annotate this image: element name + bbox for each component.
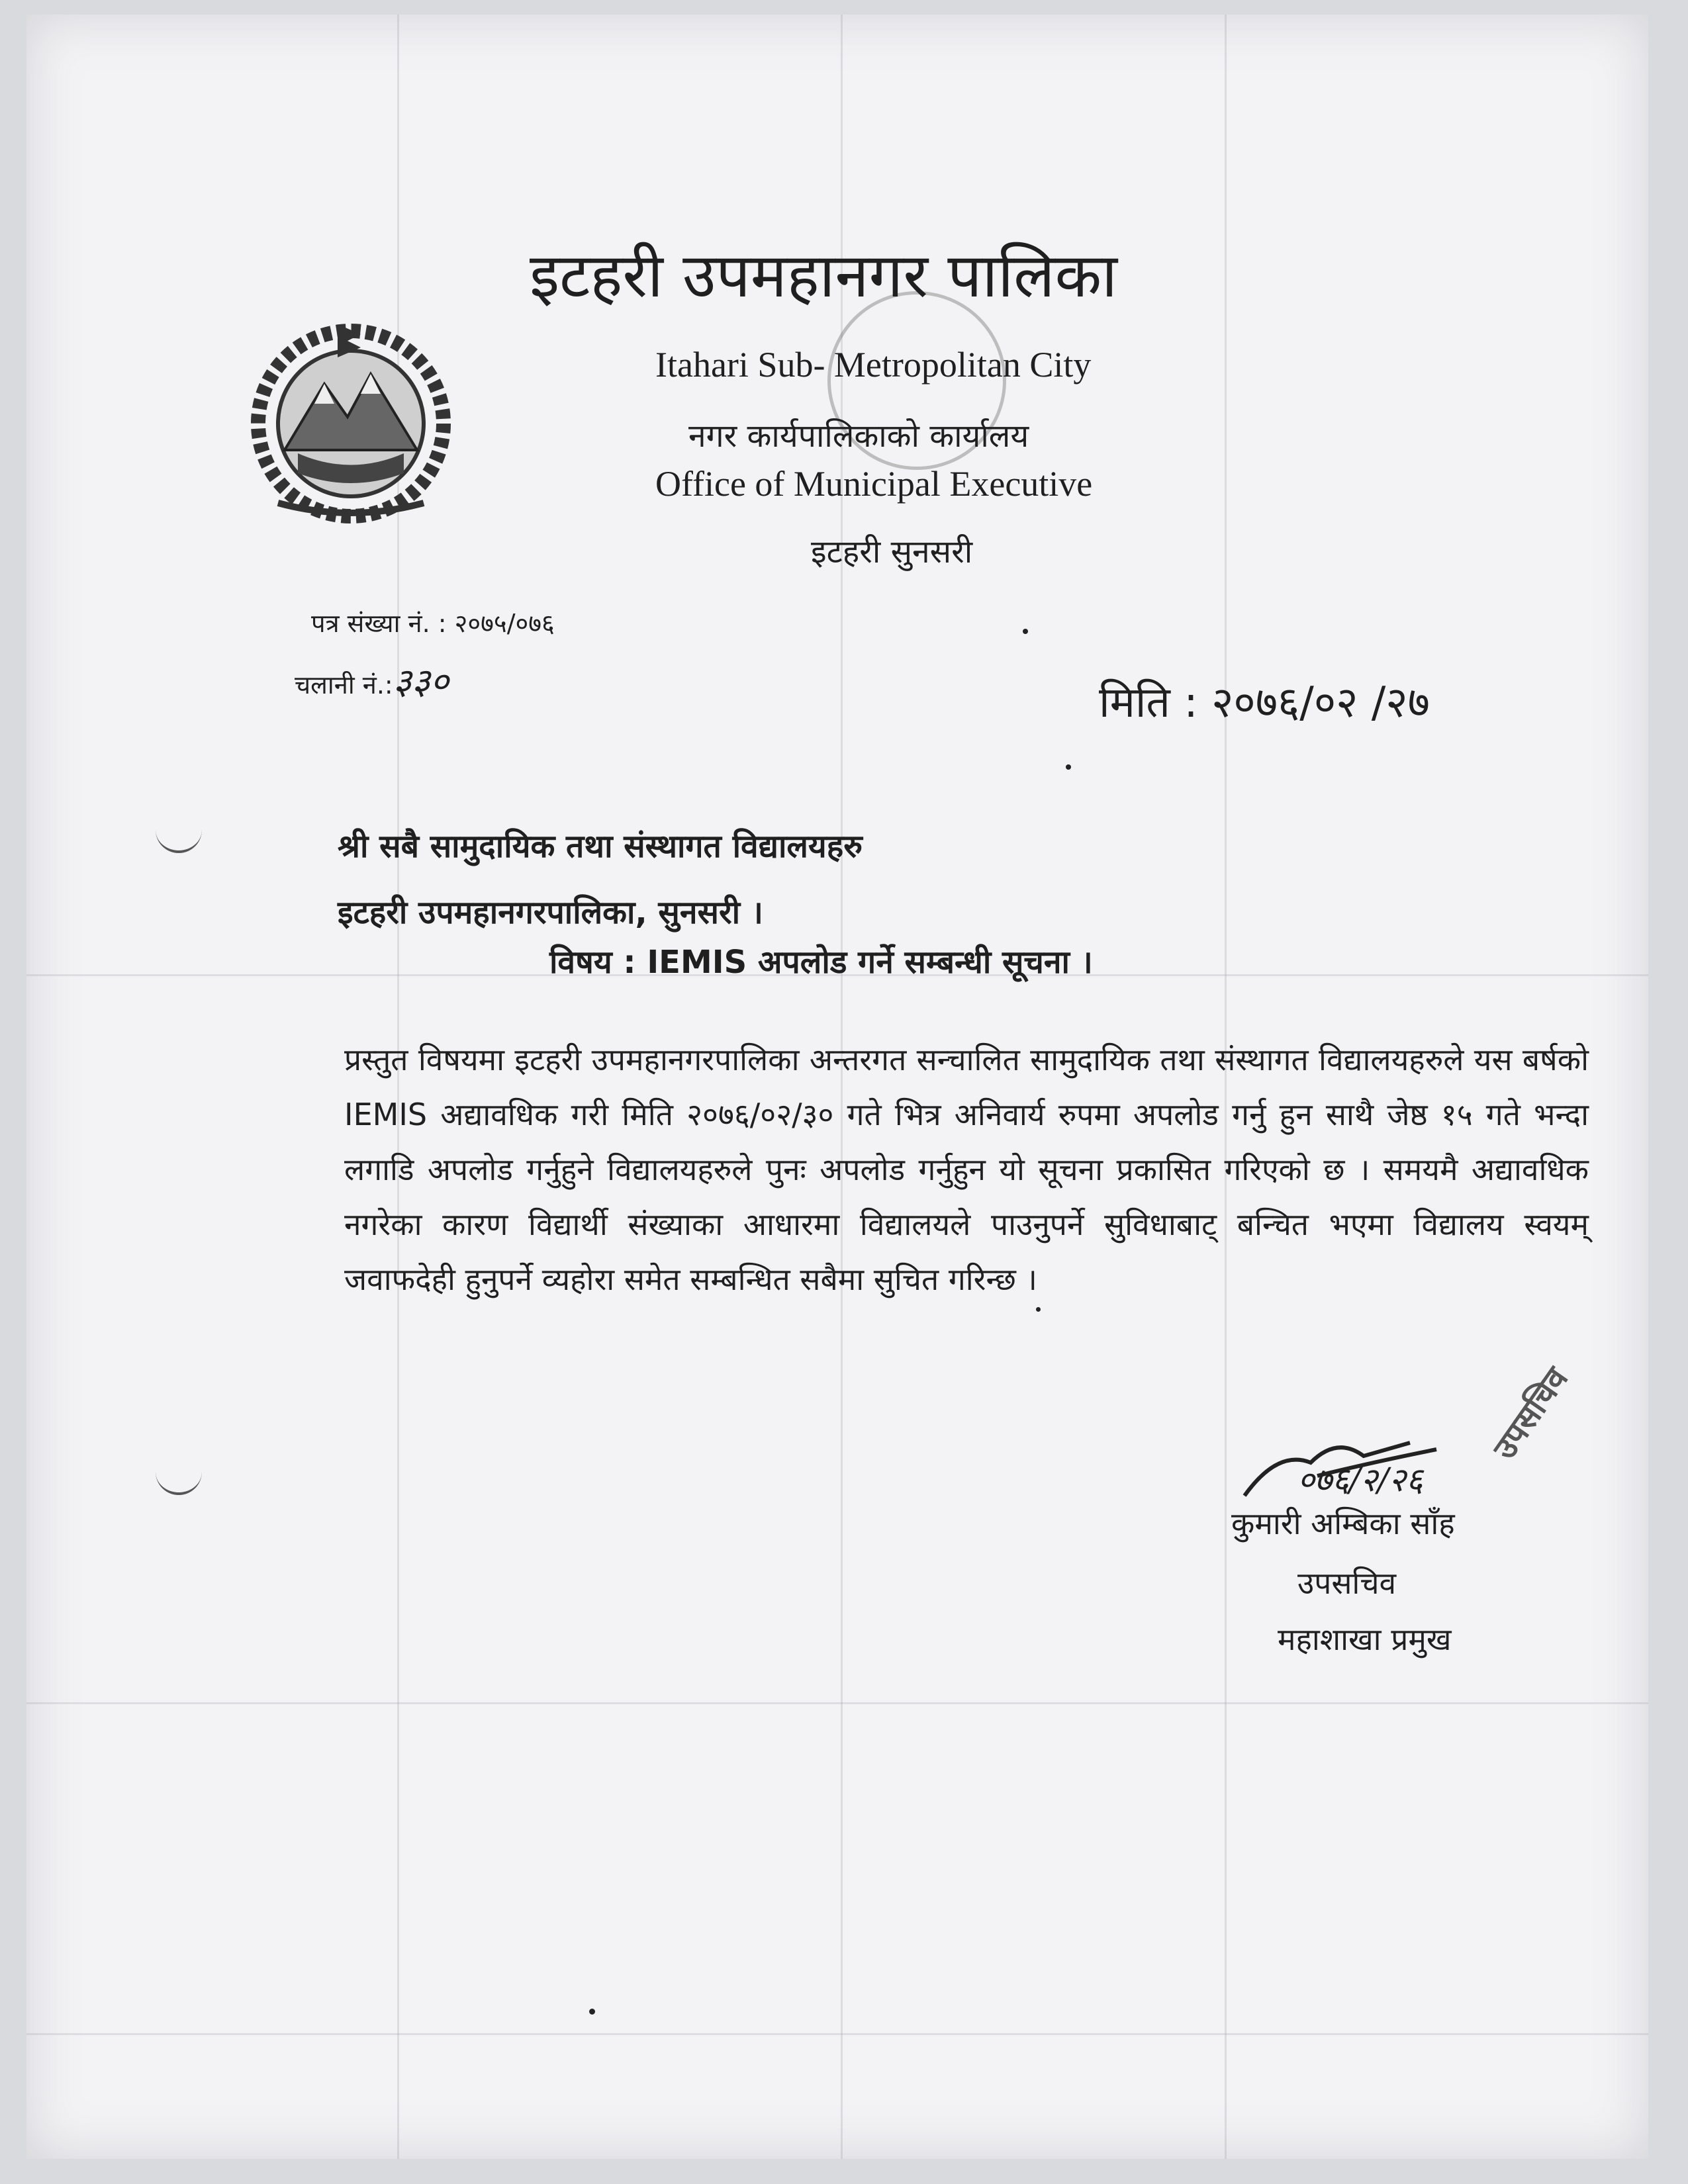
speck <box>1023 629 1028 634</box>
dispatch-value: ३३० <box>393 660 449 702</box>
signatory-name: कुमारी अम्बिका साँह <box>1231 1506 1455 1541</box>
subject-line: विषय : IEMIS अपलोड गर्ने सम्बन्धी सूचना । <box>549 944 1093 981</box>
address-line-1: श्री सबै सामुदायिक तथा संस्थागत विद्यालयहरु <box>338 828 863 865</box>
location-np: इटहरी सुनसरी <box>811 533 973 570</box>
signatory-department: महाशाखा प्रमुख <box>1278 1621 1452 1657</box>
office-title-np: नगर कार्यपालिकाको कार्यालय <box>688 418 1029 455</box>
fold-line <box>26 2033 1648 2035</box>
municipality-title-en: Itahari Sub- Metropolitan City <box>655 345 1092 385</box>
speck <box>1036 1307 1041 1312</box>
notice-body: प्रस्तुत विषयमा इटहरी उपमहानगरपालिका अन्तरगत सन्चालित सामुदायिक तथा संस्थागत विद्यालयहरुले यस बर्षको IEMIS अद्यावधिक गरी मिति २०७६/०२/३० गते भित्र अनिवार्य रुपमा अपलोड गर्नु हुन साथै जेष्ठ १५ गते भन्दा लगाडि अपलोड गर्नुहुने विद्यालयहरुले पुनः अपलोड गर्नुहुन यो सूचना प्रकासित गरिएको छ । समयमै अद्यावधिक नगरेका कारण विद्यार्थी संख्याका आधारमा विद्यालयले पाउनुपर्ने सुविधाबाट् बन्चित भएमा विद्यालय स्वयम् जवाफदेही हुनुपर्ने व्यहोरा समेत सम्बन्धित सबैमा सुचित गरिन्छ । <box>344 1042 1589 1297</box>
letter-number: पत्र संख्या नं. : २०७५/०७६ <box>311 609 555 638</box>
nepal-emblem-icon <box>238 311 463 529</box>
fold-line <box>26 1702 1648 1704</box>
dispatch-number <box>295 655 449 704</box>
stamp-post-text: उपसचिव <box>1485 1360 1576 1467</box>
letter-date: मिति : २०७६/०२ /२७ <box>1099 678 1430 727</box>
handwritten-date: ०७६/२/२६ <box>1297 1461 1423 1499</box>
office-title-en: Office of Municipal Executive <box>655 464 1093 504</box>
dispatch-label: चलानी नं.: <box>295 670 393 700</box>
municipality-title-np: इटहरी उपमहानगर पालिका <box>530 240 1117 311</box>
signatory-post: उपसचिव <box>1297 1565 1397 1601</box>
address-line-2: इटहरी उपमहानगरपालिका, सुनसरी । <box>338 894 763 931</box>
speck <box>1066 764 1071 770</box>
speck <box>589 2009 595 2015</box>
